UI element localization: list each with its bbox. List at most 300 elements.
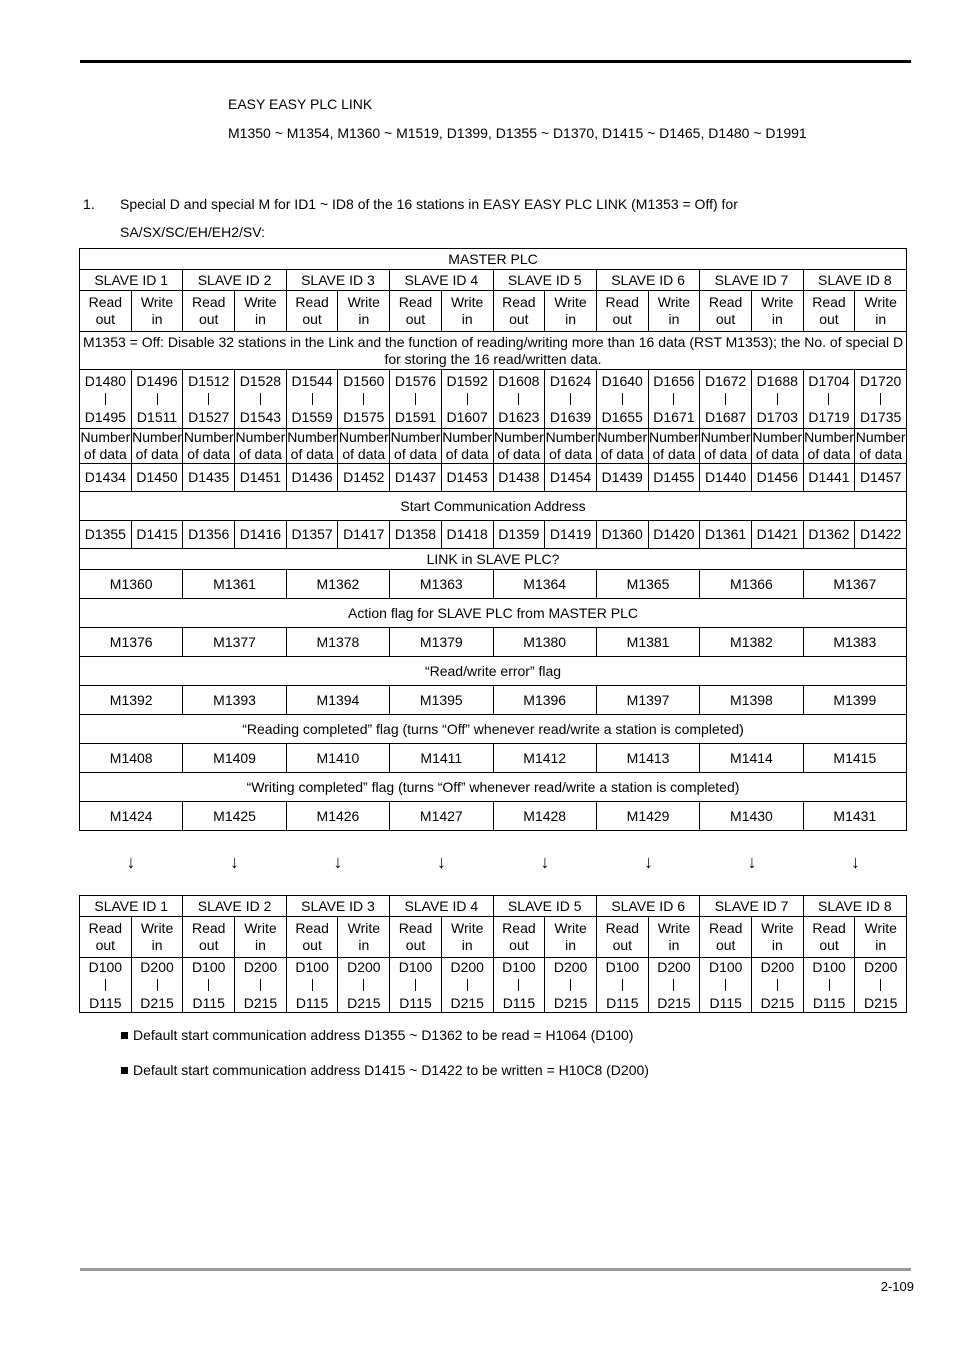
cell-top-text: D1480 — [84, 372, 126, 389]
cell-bottom-text: D1591 — [394, 408, 437, 425]
cell-bottom-text: D1511 — [136, 408, 178, 425]
flag-group-title: “Writing completed” flag (turns “Off” whenever read/write a station is completed) — [80, 773, 907, 802]
flag-group-title: “Read/write error” flag — [80, 657, 907, 686]
read-out-cell — [803, 917, 855, 958]
number-of-data-label — [700, 429, 752, 464]
flag-cell: M1393 — [183, 686, 286, 715]
range-bar-icon — [208, 979, 209, 991]
slave-id-3: SLAVE ID 3 — [286, 270, 389, 291]
read-out-cell — [700, 291, 752, 332]
flag-cell: M1396 — [493, 686, 596, 715]
cell-top-text: D100 — [502, 958, 536, 975]
cell-bottom-text: D215 — [450, 994, 484, 1011]
cell-top-text: D1528 — [239, 372, 282, 389]
range-bar-icon — [518, 393, 519, 405]
flag-cell: M1363 — [390, 570, 493, 599]
cell-bottom-text: out — [715, 311, 736, 327]
data-count-register: D1451 — [235, 464, 287, 492]
cell-bottom-text: D115 — [709, 994, 742, 1011]
read-out-cell — [183, 291, 235, 332]
cell-bottom-text: of data — [445, 446, 489, 462]
slave-id-7: SLAVE ID 7 — [700, 896, 803, 917]
register-range-cell — [751, 370, 803, 429]
cell-top-text: Number — [235, 429, 286, 445]
cell-bottom-text: out — [819, 311, 839, 327]
flag-cell: M1425 — [183, 802, 286, 831]
flag-cell: M1366 — [700, 570, 803, 599]
range-bar-icon — [828, 393, 829, 405]
range-bar-icon — [157, 979, 158, 991]
cell-bottom-text: in — [254, 311, 266, 327]
slave-write-range-cell — [338, 958, 390, 1013]
cell-top-text: D200 — [347, 958, 381, 975]
device-line: EASY EASY PLC LINK — [228, 96, 373, 112]
cell-bottom-text: D1703 — [756, 408, 798, 425]
register-range-cell — [596, 370, 648, 429]
cell-bottom-text: D1735 — [860, 408, 902, 425]
down-arrow-icon: ↓ — [230, 852, 239, 872]
section-text-line1: Special D and special M for ID1 ~ ID8 of the 16 stations in EASY EASY PLC LINK (M1353 = Off) for — [120, 196, 738, 212]
cell-bottom-text: D1671 — [653, 408, 695, 425]
cell-bottom-text: out — [405, 937, 426, 953]
cell-top-text: D1576 — [394, 372, 437, 389]
cell-bottom-text: out — [95, 937, 116, 953]
register-range-cell — [338, 370, 390, 429]
start-address-row — [80, 521, 907, 549]
start-address-title-row — [80, 492, 907, 521]
range-bar-icon — [880, 393, 881, 405]
cell-bottom-text: out — [199, 937, 219, 953]
slave-write-range-cell — [131, 958, 183, 1013]
cell-top-text: D200 — [760, 958, 795, 975]
slave-write-range-cell — [545, 958, 597, 1013]
write-in-cell — [338, 917, 390, 958]
cell-top-text: Read — [398, 294, 433, 310]
start-address-register: D1360 — [596, 521, 648, 549]
cell-bottom-text: in — [461, 937, 473, 953]
register-range-cell — [183, 370, 235, 429]
data-count-register: D1436 — [286, 464, 338, 492]
slave-read-range-cell — [183, 958, 235, 1013]
default-write-address-note: Default start communication address D1415 ~ D1422 to be written = H10C8 (D200) — [121, 1062, 649, 1078]
cell-bottom-text: in — [358, 311, 370, 327]
range-bar-icon — [157, 393, 158, 405]
range-bar-icon — [829, 979, 830, 991]
flag-cell: M1379 — [390, 628, 493, 657]
range-bar-icon — [363, 393, 364, 405]
read-out-cell — [183, 917, 235, 958]
data-count-register: D1440 — [700, 464, 752, 492]
slave-write-range-cell — [752, 958, 804, 1013]
range-bar-icon — [208, 393, 209, 405]
slave-id-2: SLAVE ID 2 — [183, 896, 286, 917]
cell-top-text: Number — [597, 429, 648, 445]
cell-bottom-text: of data — [704, 446, 747, 462]
register-range-cell — [441, 370, 493, 429]
cell-bottom-text: D115 — [502, 994, 536, 1011]
section-number: 1. — [83, 196, 95, 212]
master-title-row — [80, 249, 907, 270]
flag-cell: M1411 — [390, 744, 493, 773]
flag-cell: M1367 — [803, 570, 906, 599]
cell-top-text: Write — [761, 920, 794, 936]
read-write-row — [80, 917, 907, 958]
number-of-data-label — [131, 429, 183, 464]
transfer-arrows — [79, 852, 907, 876]
cell-bottom-text: D215 — [863, 994, 898, 1011]
cell-bottom-text: D1527 — [188, 408, 230, 425]
slave-id-6: SLAVE ID 6 — [596, 270, 699, 291]
flag-cell: M1424 — [80, 802, 183, 831]
slave-write-range-cell — [441, 958, 493, 1013]
slave-id-5: SLAVE ID 5 — [493, 896, 596, 917]
cell-bottom-text: out — [612, 311, 632, 327]
cell-top-text: D100 — [812, 958, 846, 975]
data-count-register: D1456 — [751, 464, 803, 492]
write-in-cell — [441, 917, 493, 958]
cell-top-text: Number — [338, 429, 389, 445]
cell-top-text: D100 — [605, 958, 640, 975]
cell-bottom-text: out — [198, 311, 219, 327]
flag-cell: M1364 — [493, 570, 596, 599]
register-range-cell — [390, 370, 442, 429]
range-bar-icon — [673, 393, 674, 405]
range-bar-icon — [725, 979, 726, 991]
range-bar-icon — [312, 979, 313, 991]
cell-bottom-text: of data — [394, 446, 437, 462]
write-in-cell — [752, 917, 804, 958]
read-write-row — [80, 291, 907, 332]
cell-top-text: Read — [295, 294, 329, 310]
cell-top-text: Number — [649, 429, 699, 445]
cell-top-text: Number — [132, 429, 182, 445]
slave-id-4: SLAVE ID 4 — [390, 896, 493, 917]
cell-bottom-text: D1719 — [808, 408, 850, 425]
read-out-cell — [700, 917, 752, 958]
cell-bottom-text: in — [254, 937, 266, 953]
cell-bottom-text: in — [668, 937, 680, 953]
data-count-register: D1441 — [803, 464, 855, 492]
cell-top-text: Write — [244, 920, 277, 936]
read-out-cell — [80, 291, 132, 332]
write-in-cell — [855, 917, 907, 958]
number-of-data-label — [390, 429, 442, 464]
data-count-register: D1452 — [338, 464, 390, 492]
flag-cell: M1430 — [700, 802, 803, 831]
cell-top-text: D100 — [88, 958, 123, 975]
note-row — [80, 332, 907, 370]
cell-top-text: D1688 — [756, 372, 798, 389]
start-address-register: D1418 — [441, 521, 493, 549]
start-address-register: D1419 — [545, 521, 597, 549]
device-range-line: M1350 ~ M1354, M1360 ~ M1519, D1399, D1355 ~ D1370, D1415 ~ D1465, D1480 ~ D1991 — [228, 125, 807, 141]
flag-group-title: “Reading completed” flag (turns “Off” whenever read/write a station is completed) — [80, 715, 907, 744]
down-arrow-icon: ↓ — [747, 852, 757, 872]
cell-top-text: Number — [80, 429, 131, 445]
cell-bottom-text: in — [771, 937, 783, 953]
flag-cell: M1426 — [286, 802, 389, 831]
flag-cell: M1399 — [803, 686, 906, 715]
register-range-cell — [493, 370, 545, 429]
cell-top-text: D1592 — [446, 372, 488, 389]
range-bar-icon — [415, 393, 416, 405]
cell-bottom-text: D1639 — [549, 408, 592, 425]
cell-bottom-text: out — [95, 311, 116, 327]
write-in-cell — [648, 291, 700, 332]
flag-cell: M1427 — [390, 802, 493, 831]
cell-bottom-text: out — [509, 937, 529, 953]
range-bar-icon — [570, 393, 571, 405]
flag-group-title-row — [80, 549, 907, 570]
range-bar-icon — [673, 979, 674, 991]
flag-cell: M1409 — [183, 744, 286, 773]
start-address-title: Start Communication Address — [80, 492, 907, 521]
down-arrow-icon: ↓ — [851, 852, 860, 872]
read-out-cell — [596, 291, 648, 332]
read-out-cell — [493, 291, 545, 332]
range-bar-icon — [415, 979, 416, 991]
cell-top-text: D1720 — [860, 372, 902, 389]
flag-cell: M1414 — [700, 744, 803, 773]
cell-bottom-text: D215 — [347, 994, 381, 1011]
range-bar-icon — [777, 393, 778, 405]
data-count-register: D1435 — [183, 464, 235, 492]
cell-top-text: Number — [545, 429, 596, 445]
page-number: 2-109 — [880, 1279, 914, 1294]
data-count-register: D1453 — [441, 464, 493, 492]
cell-bottom-text: in — [565, 937, 577, 953]
write-in-cell — [648, 917, 700, 958]
flag-cell: M1398 — [700, 686, 803, 715]
write-in-cell — [545, 291, 597, 332]
cell-bottom-text: in — [151, 311, 163, 327]
link-mode-note: M1353 = Off: Disable 32 stations in the Link and the function of reading/writing more than 16 data (RST M1353); the No. of special D for storing the 16 read/written data. — [80, 332, 907, 370]
cell-top-text: Write — [450, 294, 484, 310]
number-of-data-label — [286, 429, 338, 464]
cell-bottom-text: in — [461, 311, 473, 327]
cell-top-text: D1544 — [291, 372, 333, 389]
flag-cell: M1365 — [596, 570, 699, 599]
cell-top-text: Write — [347, 920, 381, 936]
write-in-cell — [855, 291, 907, 332]
start-address-register: D1359 — [493, 521, 545, 549]
number-of-data-label — [751, 429, 803, 464]
range-bar-icon — [467, 979, 468, 991]
slave-write-range-cell — [855, 958, 907, 1013]
number-of-data-label — [803, 429, 855, 464]
range-bar-icon — [363, 979, 364, 991]
cell-top-text: D200 — [863, 958, 898, 975]
slave-id-5: SLAVE ID 5 — [493, 270, 596, 291]
slave-id-7: SLAVE ID 7 — [700, 270, 803, 291]
cell-bottom-text: D215 — [553, 994, 588, 1011]
cell-bottom-text: of data — [859, 446, 903, 462]
cell-bottom-text: of data — [497, 446, 541, 462]
start-address-register: D1357 — [286, 521, 338, 549]
cell-bottom-text: of data — [83, 446, 127, 462]
cell-bottom-text: D215 — [657, 994, 691, 1011]
cell-top-text: Read — [605, 294, 639, 310]
number-of-data-row — [80, 429, 907, 464]
slave-id-row — [80, 270, 907, 291]
cell-top-text: D1560 — [343, 372, 385, 389]
top-rule — [80, 60, 911, 63]
register-range-cell — [235, 370, 287, 429]
cell-bottom-text: D115 — [812, 994, 846, 1011]
flag-cell: M1410 — [286, 744, 389, 773]
flag-cell: M1408 — [80, 744, 183, 773]
cell-top-text: Write — [864, 920, 897, 936]
write-in-cell — [235, 291, 287, 332]
flag-cell: M1378 — [286, 628, 389, 657]
range-bar-icon — [622, 979, 623, 991]
flag-cell: M1360 — [80, 570, 183, 599]
cell-top-text: Read — [88, 294, 123, 310]
flag-row — [80, 802, 907, 831]
data-count-register: D1455 — [648, 464, 700, 492]
cell-top-text: D1624 — [549, 372, 592, 389]
register-range-cell — [80, 370, 132, 429]
cell-bottom-text: D115 — [399, 994, 432, 1011]
flag-row — [80, 744, 907, 773]
cell-bottom-text: of data — [238, 446, 282, 462]
cell-bottom-text: out — [715, 937, 736, 953]
slave-read-range-cell — [80, 958, 132, 1013]
cell-top-text: Write — [451, 920, 484, 936]
down-arrow-icon: ↓ — [540, 852, 550, 872]
data-count-register: D1434 — [80, 464, 132, 492]
cell-top-text: Write — [657, 920, 691, 936]
down-arrow-icon: ↓ — [644, 852, 653, 872]
down-arrow-icon: ↓ — [333, 852, 343, 872]
flag-group-title: LINK in SLAVE PLC? — [80, 549, 907, 570]
cell-top-text: D100 — [192, 958, 226, 975]
master-plc-title: MASTER PLC — [80, 249, 907, 270]
slave-register-range-row — [80, 958, 907, 1013]
cell-bottom-text: of data — [652, 446, 696, 462]
start-address-register: D1358 — [390, 521, 442, 549]
flag-cell: M1362 — [286, 570, 389, 599]
cell-bottom-text: D115 — [606, 994, 639, 1011]
number-of-data-label — [596, 429, 648, 464]
cell-top-text: D1608 — [498, 372, 540, 389]
cell-top-text: D200 — [657, 958, 691, 975]
bottom-rule — [80, 1268, 911, 1271]
cell-bottom-text: of data — [342, 446, 386, 462]
cell-top-text: D1656 — [653, 372, 695, 389]
start-address-register: D1415 — [131, 521, 183, 549]
flag-cell: M1361 — [183, 570, 286, 599]
slave-read-range-cell — [803, 958, 855, 1013]
flag-group-title: Action flag for SLAVE PLC from MASTER PLC — [80, 599, 907, 628]
flag-cell: M1382 — [700, 628, 803, 657]
cell-top-text: Number — [493, 429, 544, 445]
cell-bottom-text: D115 — [192, 994, 225, 1011]
number-of-data-label — [545, 429, 597, 464]
slave-read-range-cell — [700, 958, 752, 1013]
flag-row — [80, 628, 907, 657]
cell-top-text: D100 — [398, 958, 433, 975]
cell-top-text: D200 — [140, 958, 174, 975]
slave-id-6: SLAVE ID 6 — [596, 896, 699, 917]
cell-bottom-text: D1687 — [704, 408, 747, 425]
read-out-cell — [80, 917, 132, 958]
bullet-square-icon — [121, 1032, 128, 1039]
default-read-address-note: Default start communication address D1355 ~ D1362 to be read = H1064 (D100) — [121, 1027, 633, 1043]
data-count-register-row — [80, 464, 907, 492]
register-range-cell — [648, 370, 700, 429]
number-of-data-label — [855, 429, 907, 464]
cell-top-text: Read — [191, 294, 226, 310]
cell-bottom-text: in — [771, 311, 783, 327]
flag-cell: M1397 — [596, 686, 699, 715]
flag-cell: M1377 — [183, 628, 286, 657]
range-bar-icon — [777, 979, 778, 991]
cell-top-text: Write — [554, 294, 587, 310]
cell-top-text: D1512 — [188, 372, 230, 389]
write-in-cell — [751, 291, 803, 332]
cell-bottom-text: of data — [549, 446, 592, 462]
range-bar-icon — [725, 393, 726, 405]
cell-bottom-text: in — [151, 937, 163, 953]
cell-bottom-text: D1623 — [498, 408, 540, 425]
cell-bottom-text: of data — [600, 446, 644, 462]
read-out-cell — [286, 291, 338, 332]
cell-bottom-text: D1607 — [446, 408, 488, 425]
register-range-cell — [855, 370, 907, 429]
cell-top-text: Read — [295, 920, 329, 936]
number-of-data-label — [235, 429, 287, 464]
slave-plc-table — [79, 895, 907, 1013]
cell-top-text: Number — [700, 429, 751, 445]
number-of-data-label — [648, 429, 700, 464]
cell-top-text: Number — [390, 429, 441, 445]
cell-bottom-text: D1543 — [239, 408, 282, 425]
cell-top-text: Read — [605, 920, 640, 936]
write-in-cell — [545, 917, 597, 958]
cell-bottom-text: D215 — [243, 994, 278, 1011]
cell-top-text: Write — [761, 294, 794, 310]
start-address-register: D1361 — [700, 521, 752, 549]
flag-cell: M1380 — [493, 628, 596, 657]
cell-bottom-text: in — [668, 311, 680, 327]
flag-cell: M1429 — [596, 802, 699, 831]
slave-id-1: SLAVE ID 1 — [80, 270, 183, 291]
register-range-cell — [131, 370, 183, 429]
bullet-square-icon — [121, 1067, 128, 1074]
slave-id-8: SLAVE ID 8 — [803, 896, 906, 917]
cell-top-text: Read — [502, 920, 536, 936]
cell-bottom-text: out — [509, 311, 529, 327]
range-bar-icon — [312, 393, 313, 405]
flag-cell: M1413 — [596, 744, 699, 773]
cell-top-text: Write — [140, 294, 174, 310]
read-out-cell — [390, 291, 442, 332]
number-of-data-label — [80, 429, 132, 464]
flag-cell: M1428 — [493, 802, 596, 831]
slave-id-3: SLAVE ID 3 — [286, 896, 389, 917]
slave-id-row — [80, 896, 907, 917]
write-in-cell — [131, 291, 183, 332]
cell-top-text: Number — [442, 429, 493, 445]
flag-cell: M1381 — [596, 628, 699, 657]
start-address-register: D1421 — [751, 521, 803, 549]
flag-cell: M1412 — [493, 744, 596, 773]
slave-id-2: SLAVE ID 2 — [183, 270, 286, 291]
read-out-cell — [596, 917, 648, 958]
write-in-cell — [235, 917, 287, 958]
cell-bottom-text: of data — [187, 446, 231, 462]
